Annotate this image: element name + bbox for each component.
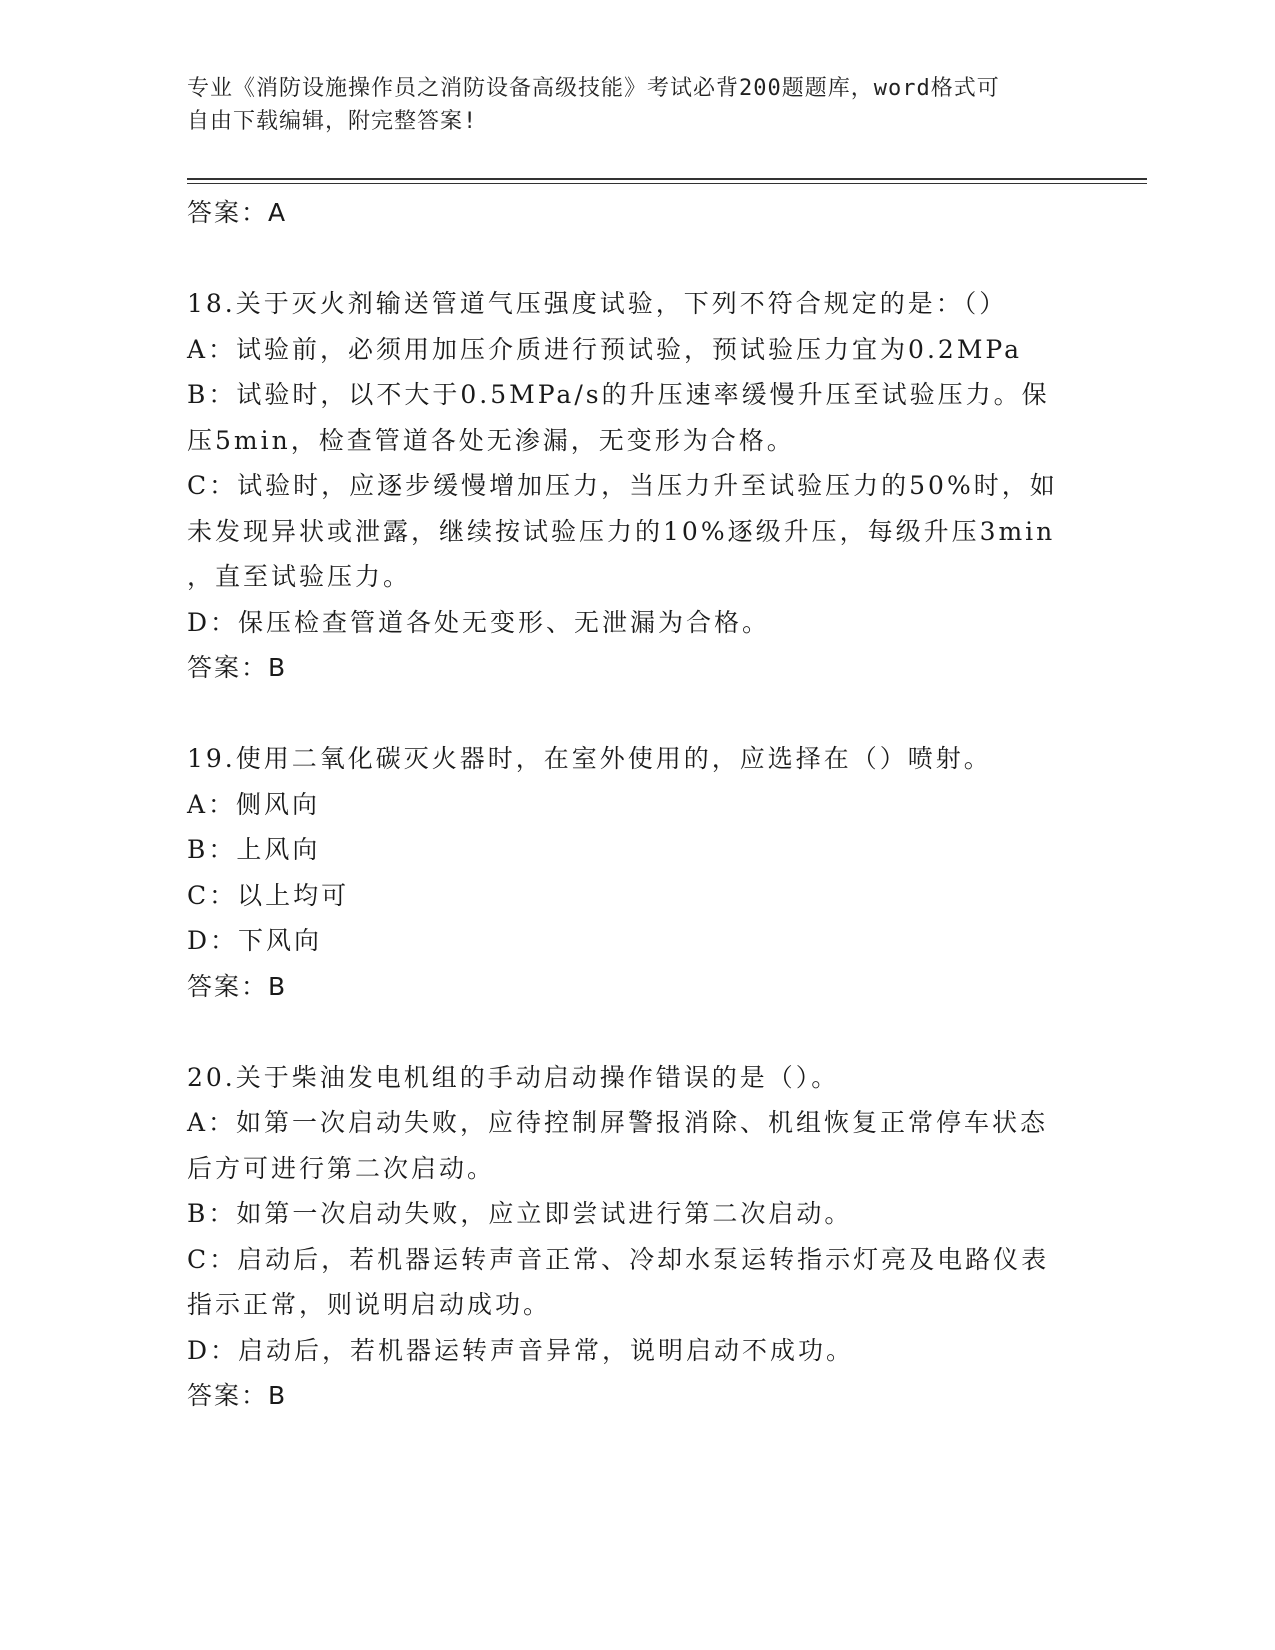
option-d: D：保压检查管道各处无变形、无泄漏为合格。 bbox=[187, 607, 771, 637]
question-18 bbox=[187, 281, 1087, 691]
question-text: 20.关于柴油发电机组的手动启动操作错误的是（）。 bbox=[187, 1062, 840, 1092]
question-text: 19.使用二氧化碳灭火器时，在室外使用的，应选择在（）喷射。 bbox=[187, 744, 992, 773]
question-text: 18.关于灭火剂输送管道气压强度试验，下列不符合规定的是：（） bbox=[187, 289, 1008, 318]
option-b: B：试验时，以不大于0.5MPa/s的升压速率缓慢升压至试验压力。保 bbox=[187, 380, 1050, 409]
option-c-cont: 指示正常，则说明启动成功。 bbox=[187, 1290, 552, 1319]
option-d: D：启动后，若机器运转声音异常，说明启动不成功。 bbox=[187, 1335, 855, 1365]
question-list bbox=[187, 190, 1087, 1419]
question-20 bbox=[187, 1055, 1087, 1419]
answer: 答案：B bbox=[187, 653, 288, 682]
spacer bbox=[187, 691, 1087, 737]
option-a: A：如第一次启动失败，应待控制屏警报消除、机组恢复正常停车状态 bbox=[187, 1108, 1049, 1137]
header-divider bbox=[187, 178, 1147, 184]
option-b-cont: 压5min，检查管道各处无渗漏，无变形为合格。 bbox=[187, 425, 795, 455]
option-a-cont: 后方可进行第二次启动。 bbox=[187, 1153, 496, 1183]
option-c-cont: 未发现异状或泄露，继续按试验压力的10%逐级升压，每级升压3min bbox=[187, 516, 1056, 546]
answer: 答案：B bbox=[187, 971, 288, 1001]
option-d: D：下风向 bbox=[187, 926, 323, 955]
page-header bbox=[187, 72, 1067, 138]
spacer bbox=[187, 1009, 1087, 1055]
previous-answer: 答案：A bbox=[187, 198, 288, 227]
option-c: C：启动后，若机器运转声音正常、冷却水泵运转指示灯亮及电路仪表 bbox=[187, 1244, 1050, 1274]
answer: 答案：B bbox=[187, 1381, 288, 1410]
option-a: A：试验前，必须用加压介质进行预试验，预试验压力宜为0.2MPa bbox=[187, 334, 1023, 364]
option-c-cont: ，直至试验压力。 bbox=[187, 562, 412, 591]
option-a: A：侧风向 bbox=[187, 789, 321, 819]
option-c: C：试验时，应逐步缓慢增加压力，当压力升至试验压力的50%时，如 bbox=[187, 471, 1058, 500]
question-19 bbox=[187, 736, 1087, 1009]
option-c: C：以上均可 bbox=[187, 880, 350, 910]
spacer bbox=[187, 236, 1087, 282]
option-b: B：如第一次启动失败，应立即尝试进行第二次启动。 bbox=[187, 1199, 853, 1228]
option-b: B：上风向 bbox=[187, 835, 321, 864]
header-line-2: 自由下载编辑，附完整答案! bbox=[187, 109, 478, 134]
header-line-1: 专业《消防设施操作员之消防设备高级技能》考试必背200题题库，word格式可 bbox=[187, 76, 1000, 101]
